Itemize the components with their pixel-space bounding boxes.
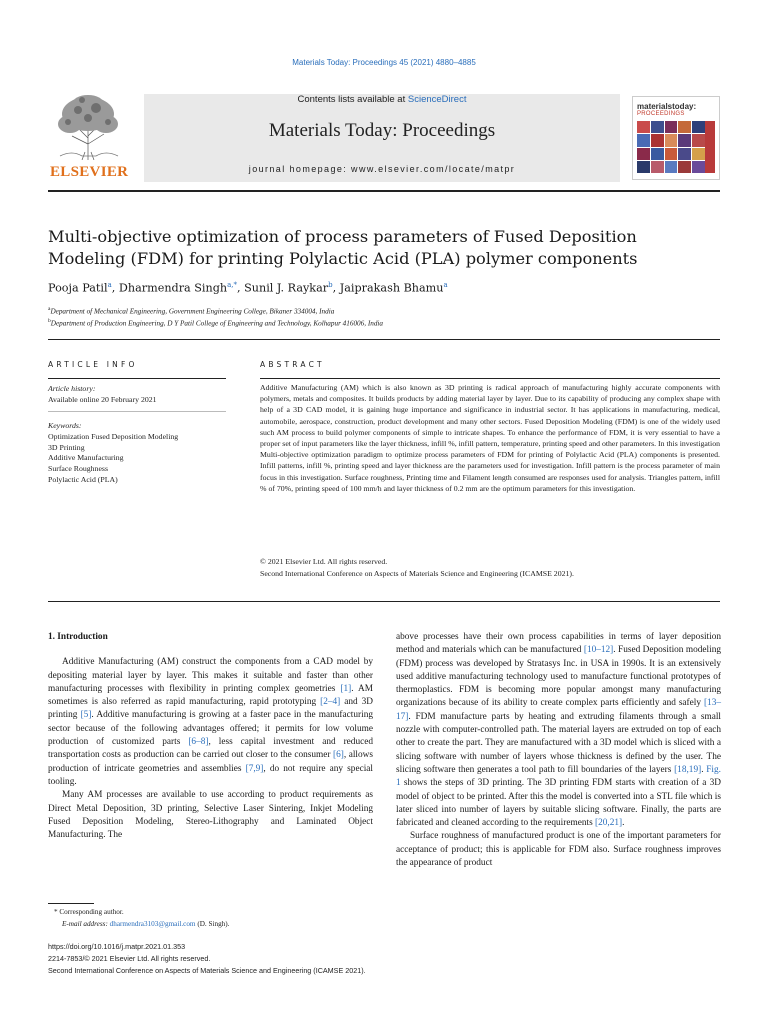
- keyword-item: Additive Manufacturing: [48, 453, 124, 463]
- body-column-right: [396, 631, 721, 870]
- article-history: [48, 384, 226, 406]
- cover-color-strip: [705, 121, 715, 173]
- text-run: and 3D printing: [48, 697, 374, 721]
- text-run: .: [622, 818, 625, 829]
- keyword-item: Polylactic Acid (PLA): [48, 474, 118, 484]
- author-name[interactable]: Pooja Patil: [48, 281, 108, 295]
- article-info-heading: ARTICLE INFO: [48, 360, 138, 369]
- text-run: , less capital investment and reduced transportation costs as production can be carried out closer to the consumer: [48, 737, 374, 761]
- left-column-text: [48, 656, 373, 842]
- text-run: , allows production of intricate geometries and assemblies: [48, 750, 373, 774]
- corresponding-author-note: * Corresponding author.: [54, 908, 124, 916]
- body-column-left: [48, 631, 373, 842]
- abstract-divider: [260, 378, 720, 379]
- citation-link[interactable]: [7,9]: [245, 763, 264, 774]
- author-name[interactable]: Jaiprakash Bhamu: [339, 281, 444, 295]
- author-affiliation-mark[interactable]: b: [328, 281, 333, 289]
- author-affiliation-mark[interactable]: a,*: [227, 281, 237, 289]
- email-link[interactable]: dharmendra3103@gmail.com: [109, 920, 196, 928]
- author-affiliation-mark[interactable]: a: [107, 281, 112, 289]
- elsevier-logo[interactable]: [48, 94, 130, 180]
- cover-subtitle: PROCEEDINGS: [637, 111, 685, 117]
- masthead-divider: [48, 190, 720, 192]
- text-run: shows the steps of 3D printing. The 3D printing FDM starts with creation of a 3D model of object to be printed. After this the model is converted into a STL file which is later sliced into number of layers by suitable slicing software. Finally, the parts are fabricated and cleaned according to the requirements: [396, 778, 721, 829]
- text-run: . Fused Deposition modeling (FDM) process was developed by Stratasys Inc. in USA in 1990s. It is an extensively used additive manufacturing technology used to manufacture functional prototypes of thermoplastics. FDM is becoming more popular amongst many manufacturing organizations because of its ability to create complex parts efficiently and safely: [396, 645, 721, 709]
- affiliation-mark: a: [48, 306, 51, 312]
- doi-link[interactable]: https://doi.org/10.1016/j.matpr.2021.01.353: [48, 942, 186, 951]
- author-list: [48, 281, 720, 295]
- text-run: .: [701, 764, 707, 775]
- section-heading-introduction: 1. Introduction: [48, 632, 108, 642]
- keywords-divider: [48, 411, 226, 412]
- affiliation-b: [48, 318, 720, 327]
- abstract-body: Additive Manufacturing (AM) which is also known as 3D printing is radical approach of manufacturing highly accurate components with polymers, metals and composites. It builds products by adding material layer by layer. Due to its capability of producing any complex shape with help of a 3D CAD model, it is gaining huge importance and significance in industrial sector. It has applications in manufacturing, medical, automobile, aerospace, construction, product development and many other sectors. Fused Deposition Modeling (FDM) is one of the widely used such AM process to build polymer components of simple to intricate shapes. To enhance the performance of FDM, it is very essential to have a proper set of input parameters like the layer thickness, infill %, infill pattern, temperature, printing speed and other parameters. In this investigation Multi-objective optimization paradigm to optimize process parameters of FDM for printing of Polylactic Acid (PLA) components is presented. Infill patterns, infill %, printing speed and layer thickness are the parameters used for investigation. Infill pattern is the process parameter of main focus in this investigation. Surface roughness, Printing time and Filament length consumed are responses used for analysis. Triangles pattern, infill % of 70%, printing speed of 100 mm/h and layer thickness of 0.2 mm are the optimum parameters for this investigation.: [260, 383, 720, 493]
- author-name[interactable]: Dharmendra Singh: [118, 281, 228, 295]
- email-note: [62, 920, 229, 928]
- history-label: Article history:: [48, 384, 96, 393]
- cover-image-grid: [637, 121, 705, 173]
- affiliation-mark: b: [48, 318, 51, 324]
- author-affiliation-mark[interactable]: a: [443, 281, 448, 289]
- intro-paragraph-3: Surface roughness of manufactured product is one of the important parameters for acceptance of product; this is applicable for FDM also. Surface roughness improves the appearance of product: [396, 831, 721, 869]
- history-value: Available online 20 February 2021: [48, 394, 157, 404]
- citation-link[interactable]: [1]: [340, 683, 352, 694]
- abstract-bottom-divider: [48, 601, 720, 602]
- contents-prefix: Contents lists available at: [297, 94, 408, 105]
- article-info-divider: [48, 378, 226, 379]
- author-separator: ,: [237, 281, 245, 295]
- citation-link[interactable]: [5]: [80, 710, 92, 721]
- keywords-label: Keywords:: [48, 421, 82, 430]
- text-run: above processes have their own process capabilities in terms of layer deposition method and materials which can be manufactured: [396, 632, 721, 656]
- keywords-block: [48, 421, 226, 486]
- cover-title: materialstoday:: [637, 102, 697, 111]
- citation-link[interactable]: [6]: [333, 750, 344, 761]
- citation-link[interactable]: [20,21]: [595, 818, 623, 829]
- text-run: Additive Manufacturing (AM) construct the components from a CAD model by depositing material layer by layer. This makes it suitable and faster than other manufacturing processes with flexibility in printing complex geometries: [48, 657, 373, 694]
- contents-line: [144, 94, 620, 105]
- journal-homepage-link[interactable]: journal homepage: www.elsevier.com/locate/matpr: [248, 164, 516, 174]
- journal-cover-thumbnail[interactable]: [632, 96, 720, 180]
- citation-link[interactable]: [2–4]: [320, 697, 341, 708]
- intro-paragraph-1: [48, 656, 373, 789]
- author-name[interactable]: Sunil J. Raykar: [244, 281, 329, 295]
- sciencedirect-link[interactable]: ScienceDirect: [407, 94, 467, 105]
- abstract-heading: ABSTRACT: [260, 360, 325, 369]
- author-separator: ,: [332, 281, 340, 295]
- journal-banner: [144, 94, 620, 182]
- footnote-divider: [48, 903, 94, 904]
- email-suffix: (D. Singh).: [195, 920, 230, 928]
- text-run: . FDM manufacture parts by heating and extruding filaments through a small nozzle with computer-controlled path. The material layers are extruded on top of each other to create the part. They are manufactured with a 3D model which is sliced with a slicing software with number of layers whose thickness is defined by the user. The slicing software then generates a tool path to fill boundaries of the layers: [396, 711, 721, 775]
- text-run: . AM sometimes is also referred as rapid manufacturing, rapid prototyping: [48, 683, 373, 708]
- footer-conference: Second International Conference on Aspects of Materials Science and Engineering (ICAMSE 2021).: [48, 966, 366, 975]
- affiliation-text: Department of Mechanical Engineering, Government Engineering College, Bikaner 334004, India: [50, 307, 335, 316]
- citation-link[interactable]: [13–17]: [396, 698, 721, 722]
- issn-line: 2214-7853/© 2021 Elsevier Ltd. All rights reserved.: [48, 954, 211, 963]
- affiliation-divider: [48, 339, 720, 340]
- author-separator: ,: [111, 281, 119, 295]
- keyword-item: Surface Roughness: [48, 464, 108, 474]
- email-label: E-mail address:: [62, 920, 110, 928]
- keyword-item: Optimization Fused Deposition Modeling: [48, 431, 179, 441]
- citation-link[interactable]: [18,19]: [674, 764, 702, 775]
- citation-link[interactable]: [10–12]: [583, 645, 614, 656]
- keyword-item: 3D Printing: [48, 442, 85, 452]
- citation-link[interactable]: [6–8]: [188, 737, 209, 748]
- elsevier-tree-icon: [52, 94, 126, 160]
- elsevier-wordmark: ELSEVIER: [50, 164, 129, 180]
- article-title-line-2: Modeling (FDM) for printing Polylactic Acid (PLA) polymer components: [48, 249, 638, 268]
- article-title: [48, 226, 720, 270]
- journal-reference[interactable]: Materials Today: Proceedings 45 (2021) 4880–4885: [292, 58, 476, 67]
- masthead: [48, 94, 720, 182]
- affiliation-text: Department of Production Engineering, D Y Patil College of Engineering and Technology, Kolhapur 416006, India: [50, 319, 384, 328]
- intro-paragraph-2: Many AM processes are available to use according to product requirements as Direct Metal Deposition, 3D printing, Selective Laser Sintering, Inkjet Modeling Fused Deposition Modeling, Stereo-Lithography and Laminated Object Manufacturing. The: [48, 790, 373, 841]
- abstract-conference: Second International Conference on Aspects of Materials Science and Engineering (ICAMSE 2021).: [260, 569, 574, 578]
- text-run: . Additive manufacturing is growing at a faster pace in the manufacturing sector because of the following advantages offered; it permits for low volume production of customized parts: [48, 710, 373, 748]
- journal-title: Materials Today: Proceedings: [268, 120, 496, 141]
- text-run: , do not require any special tooling.: [48, 763, 373, 787]
- article-title-line-1: Multi-objective optimization of process parameters of Fused Deposition: [48, 227, 637, 246]
- intro-paragraph-2-continued: [396, 631, 721, 830]
- figure-link[interactable]: Fig. 1: [396, 764, 721, 789]
- affiliation-a: [48, 306, 720, 315]
- abstract-copyright: © 2021 Elsevier Ltd. All rights reserved.: [260, 557, 388, 566]
